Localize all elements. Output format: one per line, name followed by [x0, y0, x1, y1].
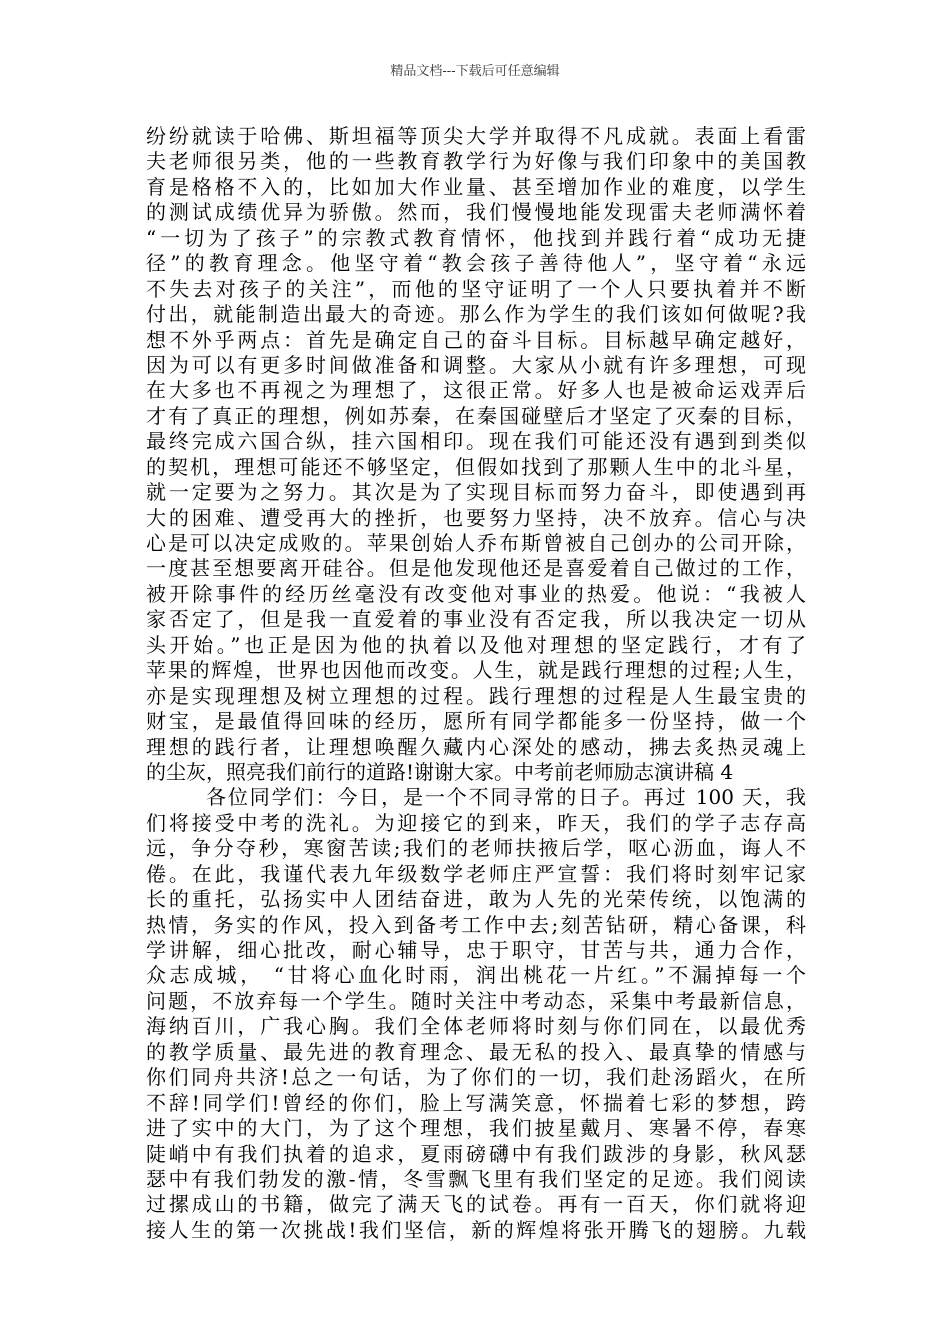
text-line: 亦是实现理想及树立理想的过程。践行理想的过程是人生最宝贵的: [146, 683, 806, 708]
text-line: 育是格格不入的，比如加大作业量、甚至增加作业的难度，以学生: [146, 174, 806, 199]
page-header: 精品文档---下载后可任意编辑: [390, 64, 560, 79]
text-line: 头开始。”也正是因为他的执着以及他对理想的坚定践行，才有了: [146, 632, 806, 657]
text-line: 瑟中有我们勃发的激-情，冬雪飘飞里有我们坚定的足迹。我们阅读: [146, 1166, 806, 1191]
text-line: “一切为了孩子”的宗教式教育情怀，他找到并践行着“成功无捷: [146, 225, 806, 250]
text-line: 大的困难、遭受再大的挫折，也要努力坚持，决不放弃。信心与决: [146, 505, 806, 530]
text-line: 的教学质量、最先进的教育理念、最无私的投入、最真挚的情感与: [146, 1039, 806, 1064]
text-line: 付出，就能制造出最大的奇迹。那么作为学生的我们该如何做呢?我: [146, 302, 806, 327]
text-line: 心是可以决定成败的。苹果创始人乔布斯曾被自己创办的公司开除，: [146, 531, 806, 555]
text-line: 长的重托，弘扬实中人团结奋进，敢为人先的光荣传统，以饱满的: [146, 887, 806, 912]
paragraph-start-line: 各位同学们：今日，是一个不同寻常的日子。再过 100 天，我: [206, 785, 806, 810]
text-line: 家否定了，但是我一直爱着的事业没有否定我，所以我决定一切从: [146, 607, 806, 632]
text-line: 过摞成山的书籍，做完了满天飞的试卷。再有一百天，你们就将迎: [146, 1192, 806, 1217]
text-line: 海纳百川，广我心胸。我们全体老师将时刻与你们同在，以最优秀: [146, 1014, 806, 1039]
text-line: 一度甚至想要离开硅谷。但是他发现他还是喜爱着自己做过的工作，: [146, 556, 806, 581]
text-line: 问题，不放弃每一个学生。随时关注中考动态，采集中考最新信息，: [146, 988, 806, 1013]
text-line: 不辞!同学们!曾经的你们，脸上写满笑意，怀揣着七彩的梦想，跨: [146, 1090, 806, 1115]
text-line: 径”的教育理念。他坚守着“教会孩子善待他人”，坚守着“永远: [146, 251, 806, 276]
text-line: 进了实中的大门，为了这个理想，我们披星戴月、寒暑不停，春寒: [146, 1116, 806, 1141]
text-line: 财宝，是最值得回味的经历，愿所有同学都能多一份坚持，做一个: [146, 709, 806, 734]
text-line: 接人生的第一次挑战!我们坚信，新的辉煌将张开腾飞的翅膀。九载: [146, 1217, 806, 1242]
text-line: 就一定要为之努力。其次是为了实现目标而努力奋斗，即使遇到再: [146, 480, 806, 505]
text-line: 最终完成六国合纵，挂六国相印。现在我们可能还没有遇到到类似: [146, 429, 806, 454]
text-line: 纷纷就读于哈佛、斯坦福等顶尖大学并取得不凡成就。表面上看雷: [146, 124, 806, 148]
text-line: 们将接受中考的洗礼。为迎接它的到来，昨天，我们的学子志存高: [146, 810, 806, 835]
document-body: [146, 124, 806, 1243]
text-line: 夫老师很另类，他的一些教育教学行为好像与我们印象中的美国教: [146, 149, 806, 174]
text-line: 才有了真正的理想，例如苏秦，在秦国碰壁后才坚定了灭秦的目标，: [146, 403, 806, 428]
text-line: 因为可以有更多时间做准备和调整。大家从小就有许多理想，可现: [146, 352, 806, 377]
text-line: 陡峭中有我们执着的追求，夏雨磅礴中有我们跋涉的身影，秋风瑟: [146, 1141, 806, 1166]
text-line: 被开除事件的经历丝毫没有改变他对事业的热爱。他说：“我被人: [146, 581, 806, 606]
text-line: 众志成城， “甘将心血化时雨，润出桃花一片红。”不漏掉每一个: [146, 963, 806, 988]
text-line: 想不外乎两点：首先是确定自己的奋斗目标。目标越早确定越好，: [146, 327, 806, 352]
text-line: 热情，务实的作风，投入到备考工作中去;刻苦钻研，精心备课，科: [146, 912, 806, 937]
text-line: 你们同舟共济!总之一句话，为了你们的一切，我们赴汤蹈火，在所: [146, 1065, 806, 1090]
text-line: 苹果的辉煌，世界也因他而改变。人生，就是践行理想的过程;人生，: [146, 658, 806, 683]
text-line: 的测试成绩优异为骄傲。然而，我们慢慢地能发现雷夫老师满怀着: [146, 200, 806, 225]
text-line: 在大多也不再视之为理想了，这很正常。好多人也是被命运戏弄后: [146, 378, 806, 403]
text-line: 的尘灰，照亮我们前行的道路!谢谢大家。中考前老师励志演讲稿 4: [146, 759, 734, 784]
text-line: 远，争分夺秒，寒窗苦读;我们的老师扶掖后学，呕心沥血，诲人不: [146, 836, 806, 861]
text-line: 理想的践行者，让理想唤醒久藏内心深处的感动，拂去炙热灵魂上: [146, 734, 806, 759]
text-line: 倦。在此，我谨代表九年级数学老师庄严宣誓：我们将时刻牢记家: [146, 861, 806, 886]
text-line: 学讲解，细心批改，耐心辅导，忠于职守，甘苦与共，通力合作，: [146, 938, 806, 962]
text-line: 的契机，理想可能还不够坚定，但假如找到了那颗人生中的北斗星，: [146, 454, 806, 479]
text-line: 不失去对孩子的关注”，而他的坚守证明了一个人只要执着并不断: [146, 276, 806, 301]
